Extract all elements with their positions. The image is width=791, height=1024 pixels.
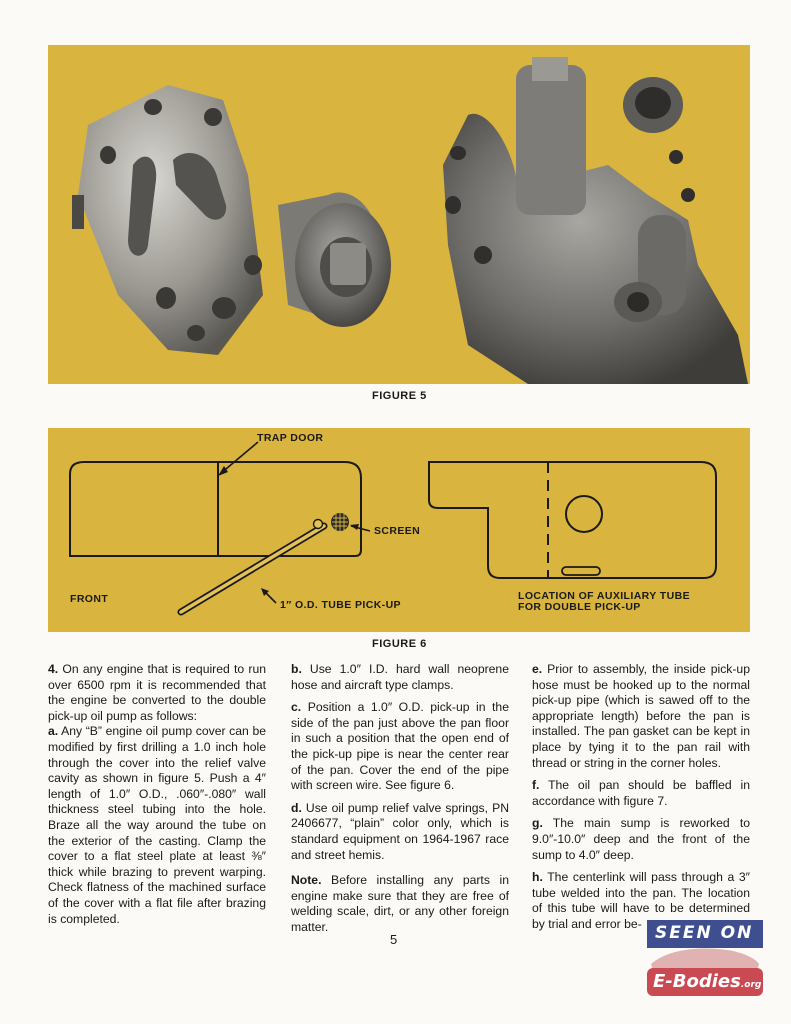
oil-pump-photo-illustration bbox=[48, 45, 750, 384]
paragraph-b bbox=[291, 662, 509, 693]
watermark-suffix: .org bbox=[740, 980, 762, 990]
label-aux-tube-line1: LOCATION OF AUXILIARY TUBE bbox=[518, 590, 690, 602]
paragraph-a bbox=[48, 724, 266, 927]
watermark-line2 bbox=[653, 971, 761, 992]
label-trap-door: TRAP DOOR bbox=[257, 432, 324, 444]
figure-6-caption: FIGURE 6 bbox=[372, 638, 427, 650]
paragraph-g-label: g. bbox=[532, 816, 543, 831]
figure-5-caption: FIGURE 5 bbox=[372, 390, 427, 402]
paragraph-f-label: f. bbox=[532, 778, 540, 793]
paragraph-b-label: b. bbox=[291, 662, 302, 676]
paragraph-4-number: 4. bbox=[48, 662, 59, 676]
paragraph-d bbox=[291, 801, 509, 863]
oil-pan-outline-front bbox=[70, 462, 361, 556]
figure-6-diagram bbox=[48, 428, 750, 632]
label-screen: SCREEN bbox=[374, 525, 421, 537]
paragraph-note bbox=[291, 873, 509, 935]
note-label: Note. bbox=[291, 873, 322, 888]
watermark-line1: SEEN ON bbox=[655, 923, 754, 943]
paragraph-4 bbox=[48, 662, 266, 724]
text-column-3 bbox=[532, 662, 750, 940]
paragraph-c-label: c. bbox=[291, 700, 302, 715]
paragraph-e bbox=[532, 662, 750, 771]
oil-pan-outline-auxiliary bbox=[429, 462, 716, 578]
figure-5-photo bbox=[48, 45, 750, 384]
paragraph-b-text: Use 1.0″ I.D. hard wall neoprene hose and aircraft type clamps. bbox=[291, 662, 509, 692]
paragraph-h-label: h. bbox=[532, 870, 543, 885]
paragraph-e-label: e. bbox=[532, 662, 543, 676]
text-column-2 bbox=[291, 662, 509, 943]
paragraph-f-text: The oil pan should be baffled in accordance with figure 7. bbox=[532, 778, 750, 808]
paragraph-g bbox=[532, 816, 750, 863]
pump-cover-part bbox=[72, 85, 391, 355]
paragraph-g-text: The main sump is reworked to 9.0″-10.0″ deep and the front of the sump to 4.0″ deep. bbox=[532, 816, 750, 862]
auxiliary-tube bbox=[562, 567, 600, 575]
paragraph-e-text: Prior to assembly, the inside pick-up hose must be hooked up to the normal pick-up pipe (which is sawed off to the appropriate length) before the pan is installed. The pan gasket can be kept in place by tying it to the pan rail with thread or string in the corner holes. bbox=[532, 662, 750, 770]
pump-body-part bbox=[443, 57, 748, 384]
label-tube-pickup: 1″ O.D. TUBE PICK-UP bbox=[280, 599, 401, 611]
page-number: 5 bbox=[390, 932, 398, 947]
label-front: FRONT bbox=[70, 593, 109, 605]
paragraph-d-text: Use oil pump relief valve springs, PN 2406677, “plain” color only, which is standard equipment on 1964-1967 race and street hemis. bbox=[291, 800, 509, 862]
watermark-brand: E-Bodies bbox=[653, 971, 741, 992]
label-aux-tube-line2: FOR DOUBLE PICK-UP bbox=[518, 601, 641, 613]
paragraph-a-text: Any “B” engine oil pump cover can be modified by first drilling a 1.0 inch hole through the cover into the relief valve cavity as shown in figure 5. Push a 4″ length of 1.0″ O.D., .060″-.080″ wall thickness steel tubing into the hole. Braze all the way around the tube on the exterior of the casting. Clamp the cover to a flat steel plate at least ⅜″ thick while brazing to prevent warping. Check flatness of the machined surface of the cover with a flat file after brazing is completed. bbox=[48, 724, 266, 926]
note-text: Before installing any parts in engine make sure that they are free of welding scale, dirt, or any other foreign matter. bbox=[291, 873, 509, 934]
text-column-1 bbox=[48, 662, 266, 934]
centerlink-hole bbox=[566, 496, 602, 532]
paragraph-4-text: On any engine that is required to run over 6500 rpm it is recommended that the engine be converted to the double pick-up oil pump as follows: bbox=[48, 662, 266, 723]
seen-on-ebodies-watermark bbox=[647, 920, 763, 996]
paragraph-c bbox=[291, 700, 509, 794]
paragraph-h-text: The centerlink will pass through a 3″ tube welded into the pan. The location of this tube will have to be determined by trial and error be- bbox=[532, 870, 750, 931]
paragraph-d-label: d. bbox=[291, 800, 302, 815]
paragraph-c-text: Position a 1.0″ O.D. pick-up in the side of the pan just above the pan floor in such a position that the open end of the pick-up pipe is near the center rear of the pan. Cover the end of the pipe with screen wire. See figure 6. bbox=[291, 700, 509, 793]
paragraph-f bbox=[532, 778, 750, 809]
paragraph-a-label: a. bbox=[48, 724, 59, 739]
